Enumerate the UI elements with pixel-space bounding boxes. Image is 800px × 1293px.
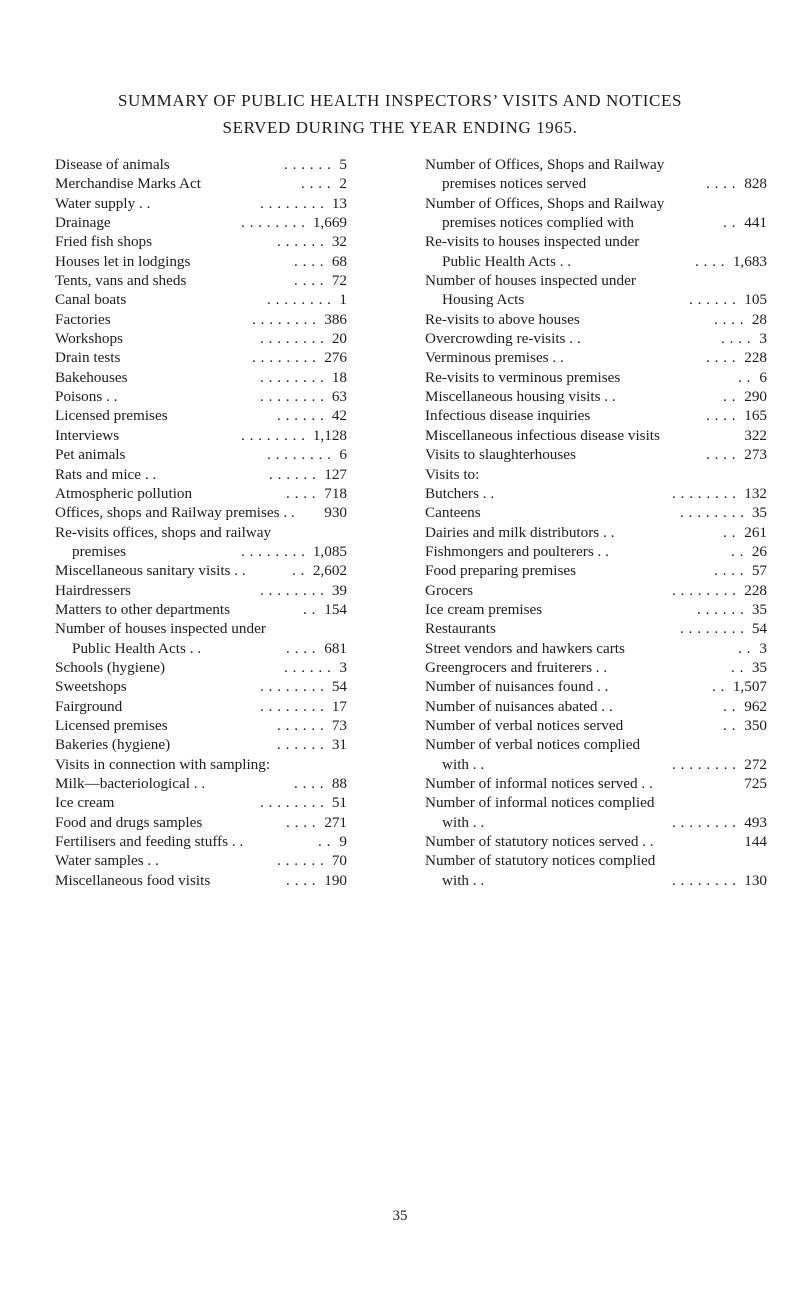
right-column bbox=[425, 155, 767, 890]
leader-dots: . . . . . . . . bbox=[672, 813, 737, 831]
leader-dots: . . . . bbox=[706, 407, 737, 425]
leader-dots: . . . . . . . . bbox=[260, 794, 325, 812]
leader-dots: . . bbox=[303, 600, 316, 618]
row-value: 290 bbox=[744, 388, 767, 406]
row-label: Drainage bbox=[55, 214, 111, 232]
table-row bbox=[55, 271, 347, 290]
table-row bbox=[55, 561, 347, 580]
leader-dots: . . bbox=[738, 368, 751, 386]
table-row bbox=[55, 871, 347, 890]
row-label: Miscellaneous housing visits . . bbox=[425, 388, 616, 406]
table-row bbox=[425, 194, 767, 213]
leader-dots: . . . . bbox=[714, 562, 745, 580]
row-value: 57 bbox=[751, 562, 767, 580]
row-value: 3 bbox=[339, 658, 347, 676]
leader-dots: . . . . bbox=[706, 175, 737, 193]
row-value: 828 bbox=[744, 175, 767, 193]
leader-dots: . . . . . . . . bbox=[672, 484, 737, 502]
table-row bbox=[55, 426, 347, 445]
leader-dots: . . . . bbox=[294, 252, 325, 270]
row-label: with . . bbox=[442, 755, 485, 773]
table-row bbox=[425, 155, 767, 174]
table-row bbox=[55, 465, 347, 484]
leader-dots: . . . . . . . . bbox=[241, 214, 306, 232]
table-row bbox=[55, 387, 347, 406]
row-label: Fishmongers and poulterers . . bbox=[425, 542, 609, 560]
leader-dots: . . . . . . bbox=[284, 156, 332, 173]
table-row bbox=[425, 503, 767, 522]
table-row bbox=[425, 658, 767, 677]
leader-dots: . . . . bbox=[721, 330, 752, 348]
leader-dots: . . . . bbox=[286, 484, 317, 502]
table-row bbox=[425, 735, 767, 754]
row-value: 681 bbox=[324, 639, 347, 657]
row-label: Number of Offices, Shops and Railway bbox=[425, 156, 665, 173]
row-label: Schools (hygiene) bbox=[55, 658, 166, 676]
row-value: 144 bbox=[744, 833, 767, 851]
table-row bbox=[55, 774, 347, 793]
table-row bbox=[425, 813, 767, 832]
row-value: 190 bbox=[324, 871, 347, 889]
leader-dots: . . bbox=[723, 523, 736, 541]
row-label: Public Health Acts . . bbox=[72, 639, 202, 657]
leader-dots: . . bbox=[731, 658, 744, 676]
row-value: 165 bbox=[744, 407, 767, 425]
table-row bbox=[425, 484, 767, 503]
leader-dots: . . . . . . . . bbox=[260, 194, 325, 212]
row-value: 32 bbox=[331, 233, 347, 251]
table-row bbox=[55, 503, 347, 522]
row-value: 228 bbox=[744, 581, 767, 599]
table-row bbox=[55, 697, 347, 716]
leader-dots: . . . . . . bbox=[697, 600, 745, 618]
leader-dots: . . . . . . . . bbox=[267, 446, 332, 464]
leader-dots: . . . . . . . . bbox=[260, 581, 325, 599]
row-value: 127 bbox=[324, 465, 347, 483]
table-row bbox=[425, 465, 767, 484]
table-row bbox=[55, 406, 347, 425]
document-title bbox=[0, 87, 800, 141]
row-value: 2,602 bbox=[312, 562, 347, 580]
row-value: 42 bbox=[331, 407, 347, 425]
table-row bbox=[55, 851, 347, 870]
leader-dots: . . . . . . . . bbox=[672, 755, 737, 773]
row-value: 1,128 bbox=[312, 426, 347, 444]
page-number: 35 bbox=[392, 1208, 408, 1224]
table-row bbox=[425, 832, 767, 851]
leader-dots: . . bbox=[318, 833, 331, 851]
row-value: 54 bbox=[751, 620, 767, 638]
row-label: Workshops bbox=[55, 330, 123, 348]
row-value: 26 bbox=[751, 542, 767, 560]
leader-dots: . . . . . . . . bbox=[680, 620, 745, 638]
row-value: 9 bbox=[339, 833, 347, 851]
row-label: Ice cream premises bbox=[425, 600, 543, 618]
leader-dots: . . . . . . . . bbox=[680, 504, 745, 522]
table-row bbox=[425, 523, 767, 542]
table-row bbox=[55, 542, 347, 561]
row-label: Number of informal notices served . . bbox=[425, 775, 653, 792]
table-row bbox=[425, 387, 767, 406]
row-value: 962 bbox=[744, 697, 767, 715]
table-row bbox=[425, 213, 767, 232]
table-row bbox=[425, 755, 767, 774]
leader-dots: . . bbox=[723, 697, 736, 715]
row-value: 35 bbox=[751, 504, 767, 522]
row-label: Miscellaneous food visits bbox=[55, 871, 211, 889]
table-row bbox=[425, 348, 767, 367]
row-value: 273 bbox=[744, 446, 767, 464]
title-line-2: SERVED DURING THE YEAR ENDING 1965. bbox=[222, 118, 578, 137]
row-value: 1,085 bbox=[312, 542, 347, 560]
row-value: 271 bbox=[324, 813, 347, 831]
leader-dots: . . . . . . bbox=[277, 407, 325, 425]
row-label: Poisons . . bbox=[55, 388, 118, 406]
row-label: Verminous premises . . bbox=[425, 349, 564, 367]
leader-dots: . . bbox=[723, 716, 736, 734]
row-label: Factories bbox=[55, 310, 111, 328]
row-label: Public Health Acts . . bbox=[442, 252, 572, 270]
table-row bbox=[425, 271, 767, 290]
leader-dots: . . . . . . bbox=[277, 852, 325, 870]
row-label: Disease of animals bbox=[55, 156, 170, 173]
row-label: Re-visits offices, shops and railway bbox=[55, 523, 272, 541]
row-label: Milk—bacteriological . . bbox=[55, 775, 206, 792]
leader-dots: . . bbox=[731, 542, 744, 560]
leader-dots: . . . . bbox=[286, 813, 317, 831]
row-value: 322 bbox=[744, 426, 767, 444]
row-label: Fertilisers and feeding stuffs . . bbox=[55, 833, 244, 851]
row-value: 63 bbox=[331, 388, 347, 406]
row-label: Rats and mice . . bbox=[55, 465, 157, 483]
table-row bbox=[425, 774, 767, 793]
row-label: Merchandise Marks Act bbox=[55, 175, 201, 193]
row-label: Offices, shops and Railway premises . . bbox=[55, 504, 295, 522]
row-label: premises notices served bbox=[442, 175, 587, 193]
row-value: 1,669 bbox=[312, 214, 347, 232]
table-row bbox=[425, 174, 767, 193]
row-value: 39 bbox=[331, 581, 347, 599]
row-label: Number of statutory notices served . . bbox=[425, 833, 654, 851]
row-value: 28 bbox=[751, 310, 767, 328]
row-value: 6 bbox=[339, 446, 347, 464]
table-row bbox=[425, 677, 767, 696]
leader-dots: . . . . bbox=[706, 446, 737, 464]
table-row bbox=[425, 310, 767, 329]
row-label: Visits in connection with sampling: bbox=[55, 755, 271, 773]
row-label: Visits to slaughterhouses bbox=[425, 446, 576, 464]
row-label: Houses let in lodgings bbox=[55, 252, 191, 270]
row-value: 68 bbox=[331, 252, 347, 270]
leader-dots: . . . . . . . . bbox=[241, 542, 306, 560]
row-label: Number of verbal notices complied bbox=[425, 736, 641, 754]
leader-dots: . . . . bbox=[286, 871, 317, 889]
row-label: Fried fish shops bbox=[55, 233, 153, 251]
table-row bbox=[55, 619, 347, 638]
table-row bbox=[55, 716, 347, 735]
table-row bbox=[55, 793, 347, 812]
table-row bbox=[425, 697, 767, 716]
row-value: 386 bbox=[324, 310, 347, 328]
row-value: 493 bbox=[744, 813, 767, 831]
row-value: 5 bbox=[339, 156, 347, 173]
table-row bbox=[425, 871, 767, 890]
table-row bbox=[55, 368, 347, 387]
leader-dots: . . . . . . . . bbox=[260, 330, 325, 348]
table-row bbox=[425, 619, 767, 638]
table-row bbox=[425, 445, 767, 464]
row-value: 54 bbox=[331, 678, 347, 696]
table-row bbox=[55, 348, 347, 367]
leader-dots: . . . . bbox=[706, 349, 737, 367]
row-label: Sweetshops bbox=[55, 678, 127, 696]
row-label: Re-visits to houses inspected under bbox=[425, 233, 640, 251]
row-label: Number of houses inspected under bbox=[55, 620, 266, 638]
row-label: Licensed premises bbox=[55, 716, 168, 734]
row-label: Bakehouses bbox=[55, 368, 128, 386]
row-value: 73 bbox=[331, 716, 347, 734]
table-row bbox=[425, 329, 767, 348]
table-row bbox=[55, 329, 347, 348]
row-label: Food preparing premises bbox=[425, 562, 576, 580]
row-label: Bakeries (hygiene) bbox=[55, 736, 171, 754]
table-row bbox=[425, 716, 767, 735]
row-value: 718 bbox=[324, 484, 347, 502]
row-label: Infectious disease inquiries bbox=[425, 407, 591, 425]
row-value: 20 bbox=[331, 330, 347, 348]
table-row bbox=[55, 639, 347, 658]
row-label: Miscellaneous infectious disease visits bbox=[425, 426, 660, 444]
leader-dots: . . bbox=[712, 678, 725, 696]
leader-dots: . . . . . . . . bbox=[260, 697, 325, 715]
table-row bbox=[55, 194, 347, 213]
row-label: premises notices complied with bbox=[442, 214, 634, 232]
table-row bbox=[425, 561, 767, 580]
leader-dots: . . . . . . bbox=[689, 291, 737, 309]
table-row bbox=[55, 813, 347, 832]
table-row bbox=[425, 232, 767, 251]
row-value: 35 bbox=[751, 600, 767, 618]
leader-dots: . . . . . . . . bbox=[252, 349, 317, 367]
row-label: Food and drugs samples bbox=[55, 813, 203, 831]
leader-dots: . . bbox=[738, 639, 751, 657]
row-value: 6 bbox=[759, 368, 767, 386]
row-label: Number of houses inspected under bbox=[425, 272, 636, 290]
row-value: 228 bbox=[744, 349, 767, 367]
row-value: 154 bbox=[324, 600, 347, 618]
row-label: Number of statutory notices complied bbox=[425, 852, 656, 870]
row-label: Hairdressers bbox=[55, 581, 131, 599]
row-value: 31 bbox=[331, 736, 347, 754]
table-row bbox=[425, 851, 767, 870]
row-label: with . . bbox=[442, 813, 485, 831]
row-label: Re-visits to above houses bbox=[425, 310, 580, 328]
row-label: Fairground bbox=[55, 697, 123, 715]
row-value: 3 bbox=[759, 639, 767, 657]
leader-dots: . . . . . . . . bbox=[260, 388, 325, 406]
left-column bbox=[55, 155, 347, 890]
row-value: 3 bbox=[759, 330, 767, 348]
row-label: Number of verbal notices served bbox=[425, 716, 624, 734]
row-value: 130 bbox=[744, 871, 767, 889]
row-label: Canteens bbox=[425, 504, 481, 522]
table-row bbox=[55, 252, 347, 271]
row-label: Dairies and milk distributors . . bbox=[425, 523, 615, 541]
table-row bbox=[55, 581, 347, 600]
table-row bbox=[425, 542, 767, 561]
row-value: 725 bbox=[744, 775, 767, 792]
table-row bbox=[55, 445, 347, 464]
leader-dots: . . . . . . bbox=[269, 465, 317, 483]
row-label: Interviews bbox=[55, 426, 120, 444]
row-label: Restaurants bbox=[425, 620, 496, 638]
table-row bbox=[55, 658, 347, 677]
table-row bbox=[55, 155, 347, 174]
row-value: 88 bbox=[331, 775, 347, 792]
row-label: Ice cream bbox=[55, 794, 115, 812]
leader-dots: . . . . . . bbox=[277, 716, 325, 734]
table-row bbox=[55, 832, 347, 851]
row-value: 441 bbox=[744, 214, 767, 232]
table-row bbox=[55, 290, 347, 309]
table-row bbox=[55, 677, 347, 696]
row-label: Number of nuisances found . . bbox=[425, 678, 609, 696]
leader-dots: . . . . . . . . bbox=[672, 871, 737, 889]
row-value: 1,683 bbox=[732, 252, 767, 270]
table-row bbox=[55, 600, 347, 619]
leader-dots: . . . . bbox=[301, 175, 332, 193]
row-label: Re-visits to verminous premises bbox=[425, 368, 621, 386]
table-row bbox=[55, 484, 347, 503]
row-label: Number of informal notices complied bbox=[425, 794, 655, 812]
row-label: Drain tests bbox=[55, 349, 121, 367]
table-row bbox=[55, 735, 347, 754]
row-label: Housing Acts bbox=[442, 291, 525, 309]
row-label: Water samples . . bbox=[55, 852, 159, 870]
row-value: 930 bbox=[324, 504, 347, 522]
leader-dots: . . bbox=[723, 214, 736, 232]
row-value: 105 bbox=[744, 291, 767, 309]
row-label: Number of Offices, Shops and Railway bbox=[425, 194, 665, 212]
row-label: Grocers bbox=[425, 581, 474, 599]
row-label: premises bbox=[72, 542, 126, 560]
leader-dots: . . . . bbox=[695, 252, 726, 270]
row-label: Matters to other departments bbox=[55, 600, 231, 618]
table-row bbox=[425, 252, 767, 271]
row-label: Pet animals bbox=[55, 446, 126, 464]
row-value: 18 bbox=[331, 368, 347, 386]
row-value: 51 bbox=[331, 794, 347, 812]
row-label: Licensed premises bbox=[55, 407, 168, 425]
row-label: Greengrocers and fruiterers . . bbox=[425, 658, 608, 676]
leader-dots: . . . . . . . . bbox=[252, 310, 317, 328]
leader-dots: . . . . . . . . bbox=[260, 368, 325, 386]
table-row bbox=[55, 213, 347, 232]
row-value: 1,507 bbox=[732, 678, 767, 696]
leader-dots: . . . . . . bbox=[284, 658, 332, 676]
leader-dots: . . . . bbox=[286, 639, 317, 657]
row-label: Tents, vans and sheds bbox=[55, 272, 187, 290]
row-value: 17 bbox=[331, 697, 347, 715]
row-value: 272 bbox=[744, 755, 767, 773]
table-row bbox=[425, 368, 767, 387]
leader-dots: . . . . . . bbox=[277, 233, 325, 251]
row-label: Number of nuisances abated . . bbox=[425, 697, 613, 715]
row-label: Water supply . . bbox=[55, 194, 151, 212]
table-row bbox=[425, 406, 767, 425]
table-row bbox=[425, 600, 767, 619]
table-row bbox=[55, 310, 347, 329]
row-value: 350 bbox=[744, 716, 767, 734]
table-row bbox=[55, 523, 347, 542]
table-row bbox=[55, 755, 347, 774]
leader-dots: . . bbox=[723, 388, 736, 406]
leader-dots: . . . . . . . . bbox=[241, 426, 306, 444]
row-value: 132 bbox=[744, 484, 767, 502]
table-row bbox=[55, 174, 347, 193]
leader-dots: . . . . bbox=[294, 272, 325, 290]
leader-dots: . . . . . . . . bbox=[672, 581, 737, 599]
leader-dots: . . . . . . bbox=[277, 736, 325, 754]
title-line-1: SUMMARY OF PUBLIC HEALTH INSPECTORS’ VISITS AND NOTICES bbox=[117, 91, 683, 110]
row-label: Visits to: bbox=[425, 465, 480, 483]
leader-dots: . . bbox=[292, 562, 305, 580]
row-label: Street vendors and hawkers carts bbox=[425, 639, 625, 657]
row-label: Butchers . . bbox=[425, 484, 495, 502]
row-label: with . . bbox=[442, 871, 485, 889]
row-value: 1 bbox=[339, 291, 347, 309]
row-value: 13 bbox=[331, 194, 347, 212]
row-value: 261 bbox=[744, 523, 767, 541]
row-value: 70 bbox=[331, 852, 347, 870]
table-row bbox=[425, 581, 767, 600]
row-value: 276 bbox=[324, 349, 347, 367]
leader-dots: . . . . bbox=[714, 310, 745, 328]
row-label: Atmospheric pollution bbox=[55, 484, 193, 502]
row-value: 2 bbox=[339, 175, 347, 193]
table-row bbox=[55, 232, 347, 251]
row-label: Overcrowding re-visits . . bbox=[425, 330, 581, 348]
leader-dots: . . . . bbox=[294, 775, 325, 792]
table-row bbox=[425, 426, 767, 445]
table-row bbox=[425, 793, 767, 812]
row-label: Miscellaneous sanitary visits . . bbox=[55, 562, 246, 580]
table-row bbox=[425, 639, 767, 658]
row-value: 35 bbox=[751, 658, 767, 676]
leader-dots: . . . . . . . . bbox=[267, 291, 332, 309]
leader-dots: . . . . . . . . bbox=[260, 678, 325, 696]
row-label: Canal boats bbox=[55, 291, 127, 309]
row-value: 72 bbox=[331, 272, 347, 290]
table-row bbox=[425, 290, 767, 309]
